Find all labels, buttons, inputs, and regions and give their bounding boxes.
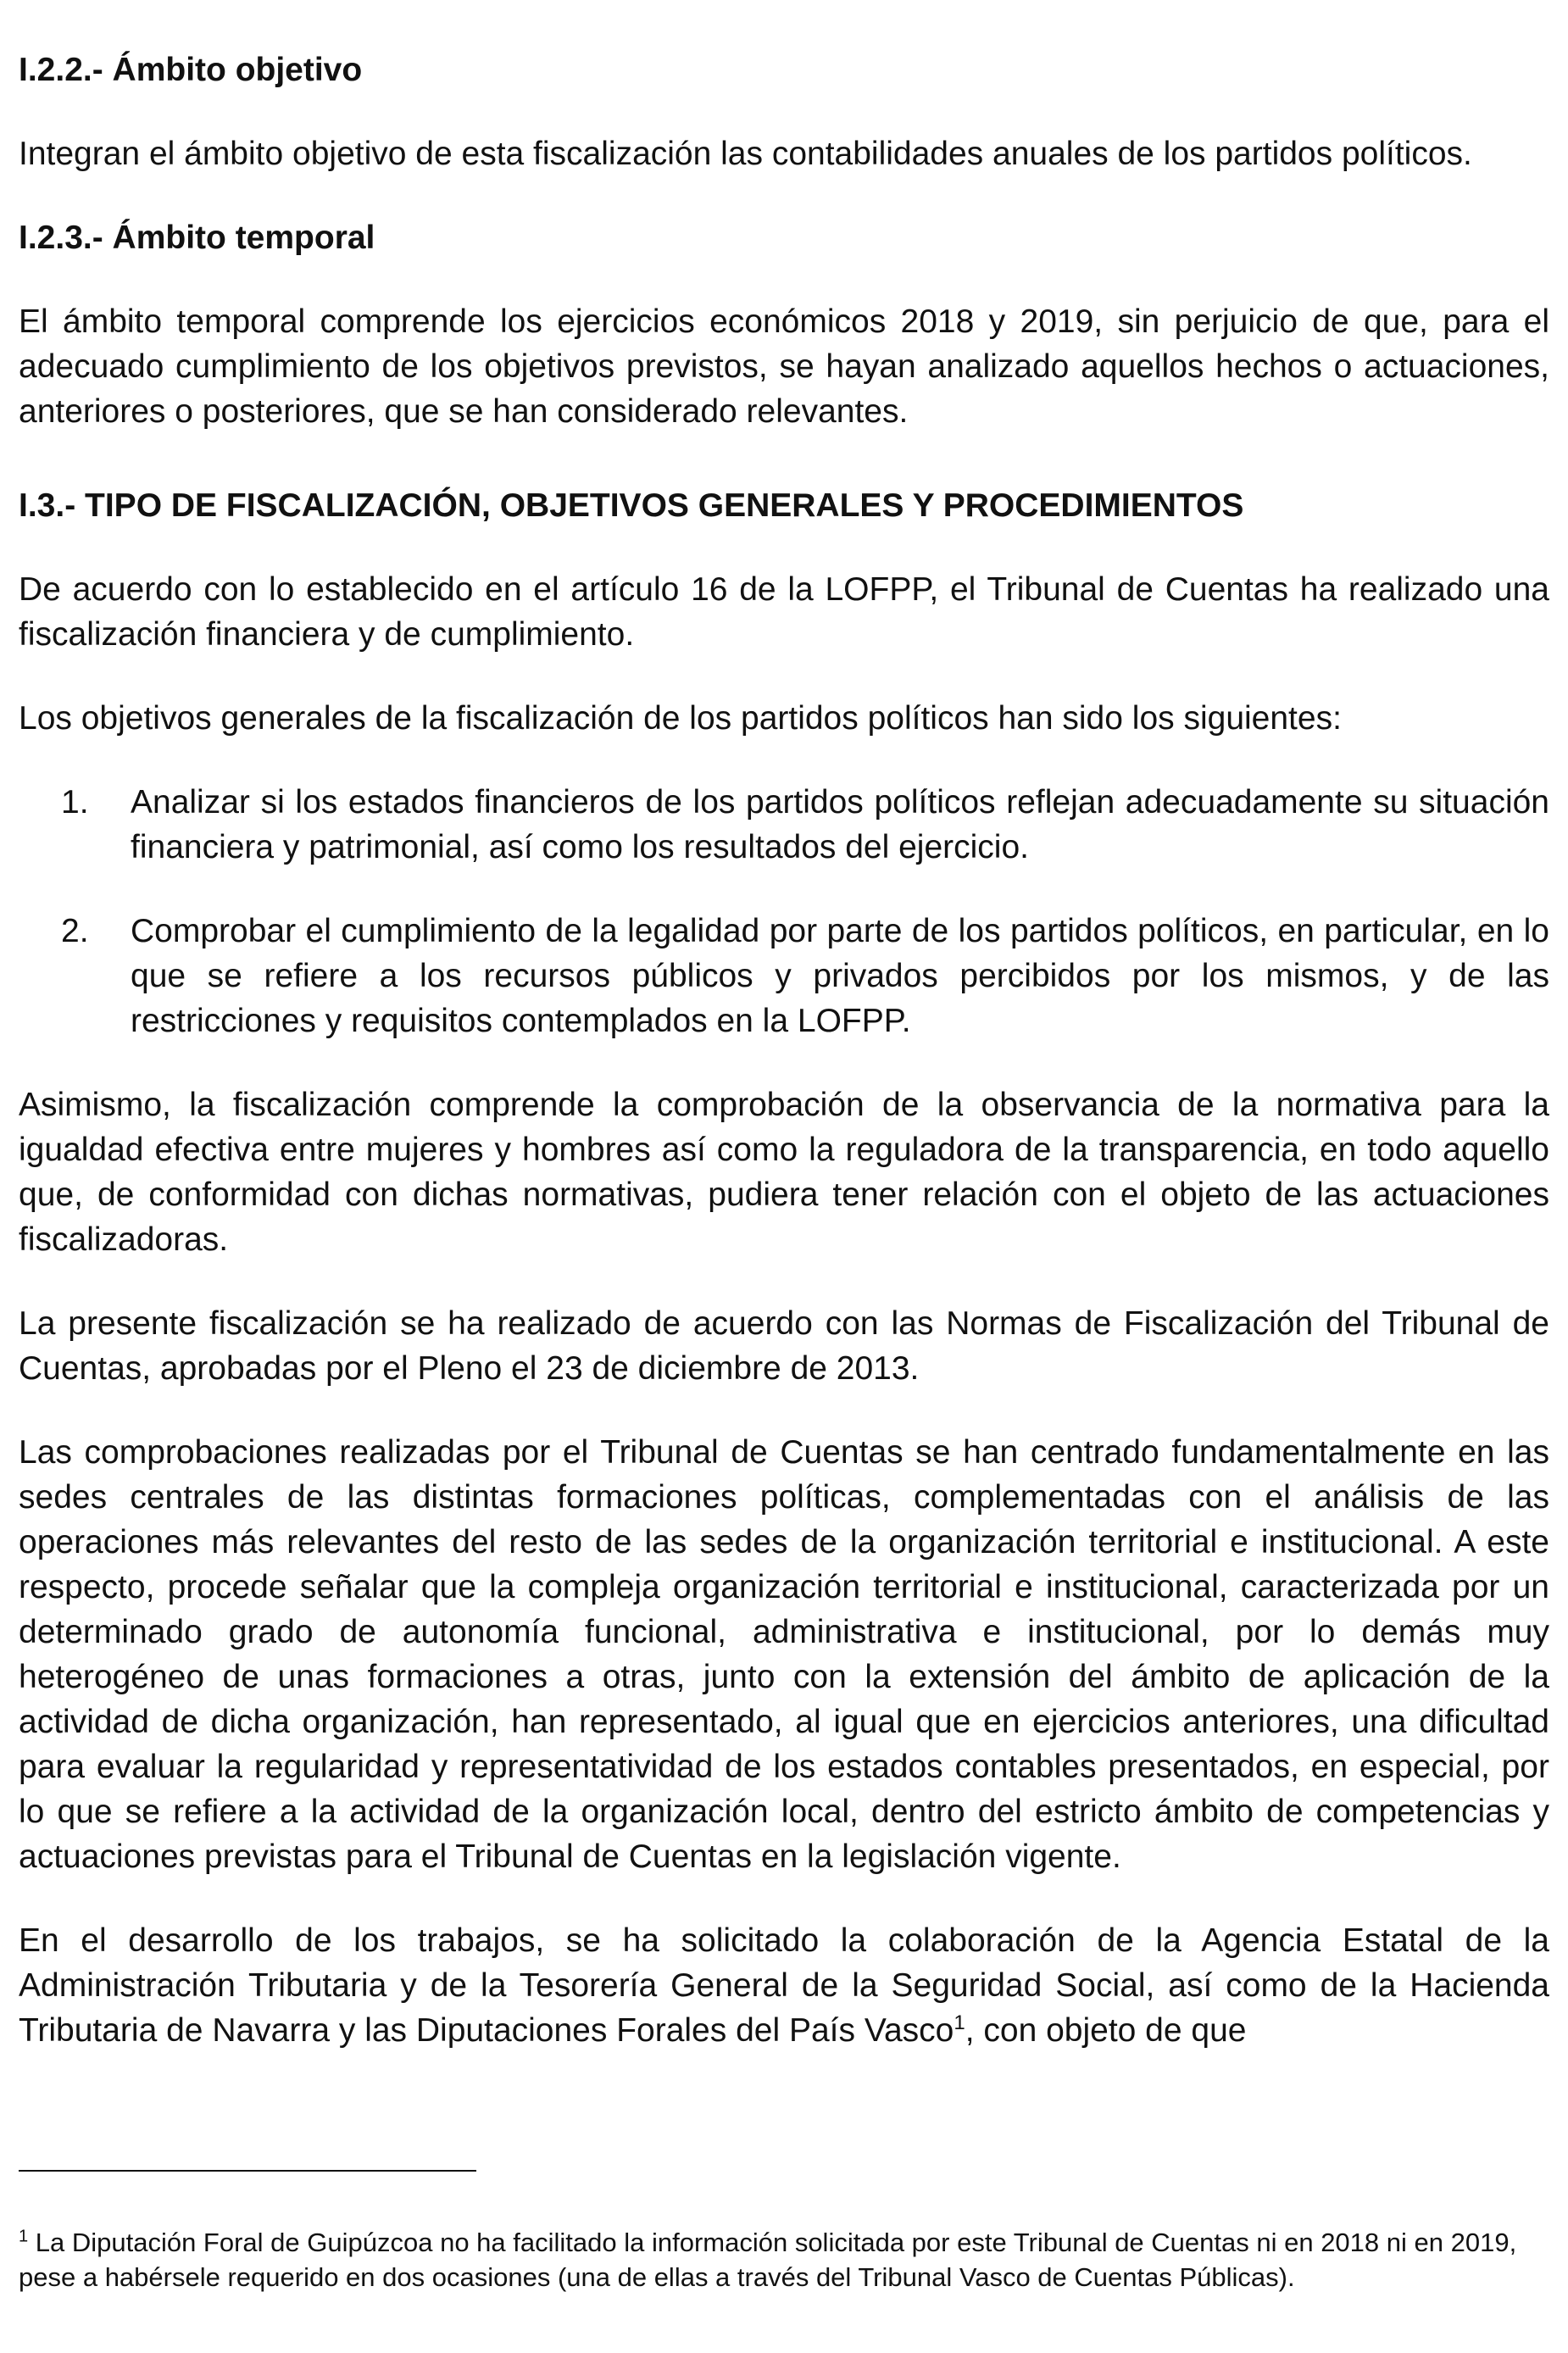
- list-item-text: Comprobar el cumplimiento de la legalidad por parte de los partidos políticos, en particular, en lo que se refiere a los recursos públicos y privados percibidos por los mismos, y de las restricciones y requisitos contemplados en la LOFPP.: [131, 913, 1549, 1039]
- paragraph-ambito-temporal: El ámbito temporal comprende los ejercicios económicos 2018 y 2019, sin perjuicio de que, para el adecuado cumplimiento de los objetivos previstos, se hayan analizado aquellos hechos o actuaciones, anteriores o posteriores, que se han considerado relevantes.: [19, 303, 1549, 430]
- footnote-separator: [19, 2170, 476, 2172]
- section-heading-tipo-fiscalizacion: I.3.- TIPO DE FISCALIZACIÓN, OBJETIVOS GENERALES Y PROCEDIMIENTOS: [19, 487, 1244, 524]
- footnote-marker: 1: [19, 2227, 29, 2246]
- list-item: [19, 909, 1549, 1043]
- footnote-text: La Diputación Foral de Guipúzcoa no ha facilitado la información solicitada por este Tribunal de Cuentas ni en 2018 ni en 2019, pese a habérsele requerido en dos ocasiones (una de ellas a través del Tribunal Vasco de Cuentas Públicas).: [19, 2228, 1517, 2292]
- objectives-list: [19, 780, 1549, 1043]
- paragraph-comprobaciones: Las comprobaciones realizadas por el Tribunal de Cuentas se han centrado fundamentalmente en las sedes centrales de las distintas formaciones políticas, complementadas con el análisis de las operaciones más relevantes del resto de las sedes de la organización territorial e institucional. A este respecto, procede señalar que la compleja organización territorial e institucional, caracterizada por un determinado grado de autonomía funcional, administrativa e institucional, por lo demás muy heterogéneo de unas formaciones a otras, junto con la extensión del ámbito de aplicación de la actividad de dicha organización, han representado, al igual que en ejercicios anteriores, una dificultad para evaluar la regularidad y representatividad de los estados contables presentados, en especial, por lo que se refiere a la actividad de la organización local, dentro del estricto ámbito de competencias y actuaciones previstas para el Tribunal de Cuentas en la legislación vigente.: [19, 1434, 1549, 1875]
- list-item-number: 1.: [61, 784, 89, 820]
- footnote-reference: 1: [954, 2011, 965, 2034]
- paragraph-normas-fiscalizacion: La presente fiscalización se ha realizado de acuerdo con las Normas de Fiscalización del Tribunal de Cuentas, aprobadas por el Pleno el 23 de diciembre de 2013.: [19, 1305, 1549, 1387]
- paragraph-igualdad-transparencia: Asimismo, la fiscalización comprende la comprobación de la observancia de la normativa para la igualdad efectiva entre mujeres y hombres así como la reguladora de la transparencia, en todo aquello que, de conformidad con dichas normativas, pudiera tener relación con el objeto de las actuaciones fiscalizadoras.: [19, 1087, 1549, 1258]
- paragraph-tipo-fiscalizacion: De acuerdo con lo establecido en el artículo 16 de la LOFPP, el Tribunal de Cuentas ha realizado una fiscalización financiera y de cumplimiento.: [19, 571, 1549, 653]
- footnote: [19, 2225, 1549, 2295]
- paragraph-objetivos-intro: Los objetivos generales de la fiscalización de los partidos políticos han sido los siguientes:: [19, 700, 1342, 737]
- paragraph-ambito-objetivo: Integran el ámbito objetivo de esta fiscalización las contabilidades anuales de los partidos políticos.: [19, 136, 1472, 172]
- list-item: [19, 780, 1549, 870]
- paragraph-colaboracion: [19, 1918, 1549, 2053]
- paragraph-colaboracion-text: En el desarrollo de los trabajos, se ha solicitado la colaboración de la Agencia Estatal de la Administración Tributaria y de la Tesorería General de la Seguridad Social, así como de la Hacienda Tributaria de Navarra y las Diputaciones Forales del País Vasco: [19, 1922, 1549, 2049]
- list-item-number: 2.: [61, 913, 89, 949]
- section-heading-ambito-objetivo: I.2.2.- Ámbito objetivo: [19, 52, 363, 88]
- paragraph-colaboracion-tail: , con objeto de que: [965, 2012, 1247, 2049]
- section-heading-ambito-temporal: I.2.3.- Ámbito temporal: [19, 220, 375, 256]
- list-item-text: Analizar si los estados financieros de los partidos políticos reflejan adecuadamente su situación financiera y patrimonial, así como los resultados del ejercicio.: [131, 784, 1549, 865]
- document-page: [19, 47, 1549, 2053]
